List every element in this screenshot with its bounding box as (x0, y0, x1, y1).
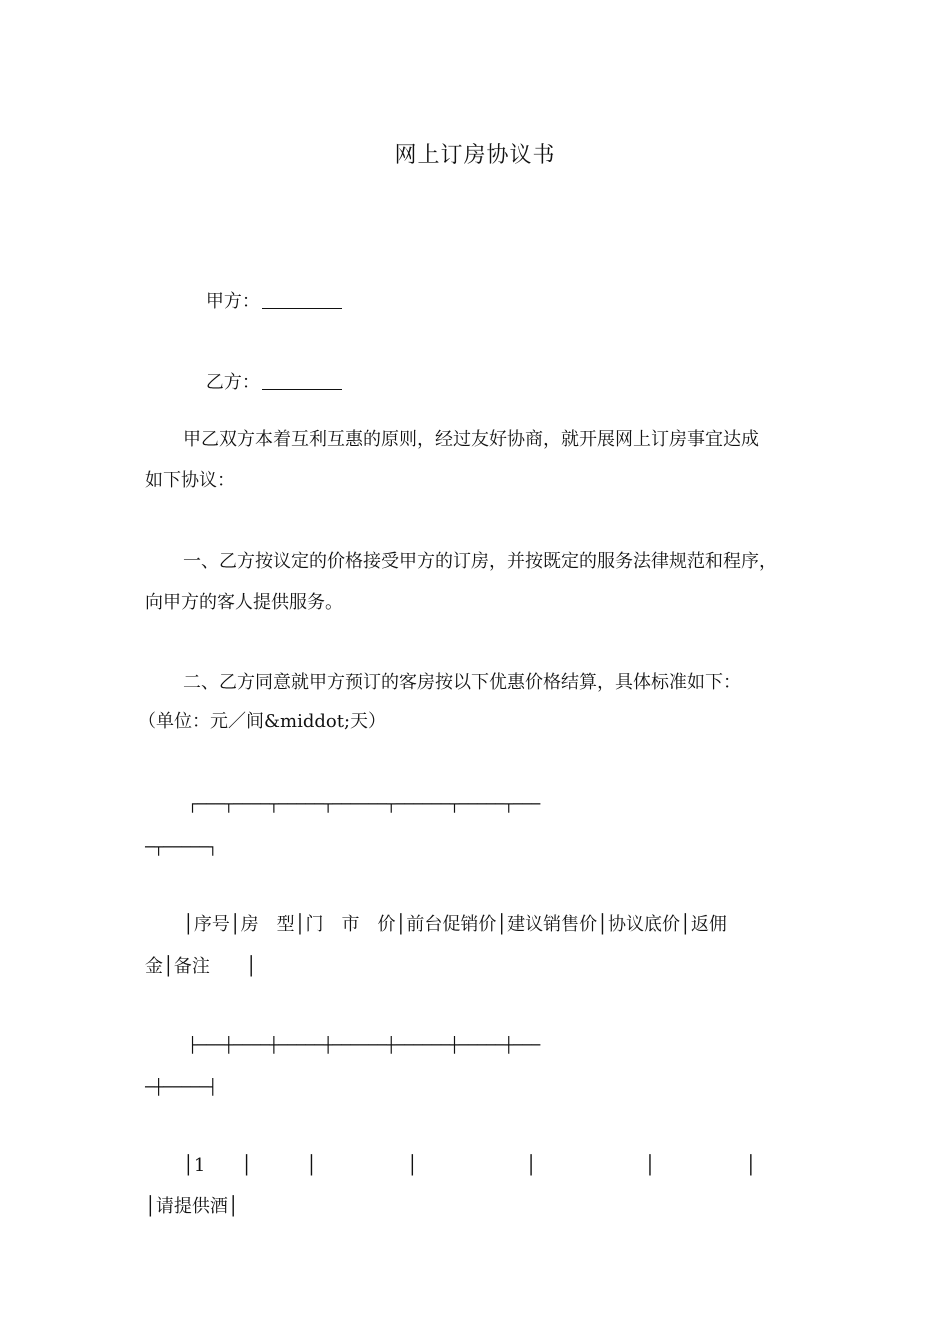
clause2-line1: 二、乙方同意就甲方预订的客房按以下优惠价格结算，具体标准如下： (183, 672, 741, 693)
table-top-border-line1: ┌───┬────┬─────┬──────┬──────┬─────┬─── (188, 795, 541, 813)
party-b-blank (262, 371, 342, 390)
party-b-line (183, 347, 342, 419)
party-b-label: 乙方： (205, 372, 260, 393)
party-a-label: 甲方： (205, 291, 260, 312)
clause1-line1: 一、乙方按议定的价格接受甲方的订房，并按既定的服务法律规范和程序， (183, 551, 777, 572)
table-row1-line2: │请提供酒│ (145, 1196, 239, 1217)
party-a-blank (262, 290, 342, 309)
document-title: 网上订房协议书 (394, 143, 556, 168)
table-mid-border-line1: ├───┼────┼─────┼──────┼──────┼─────┼─── (188, 1036, 541, 1054)
table-row1-line1: │1 │ │ │ │ │ │ (183, 1155, 757, 1176)
intro-paragraph-line2: 如下协议： (145, 470, 235, 491)
table-header-line2: 金│备注 │ (145, 956, 257, 977)
table-top-border-line2: ─┬─────┐ (145, 838, 218, 856)
clause1-line2: 向甲方的客人提供服务。 (145, 592, 343, 613)
party-a-line (183, 266, 342, 338)
intro-paragraph-line1: 甲乙双方本着互利互惠的原则，经过友好协商，就开展网上订房事宜达成 (183, 429, 759, 450)
table-header-line1: │序号│房 型│门 市 价│前台促销价│建议销售价│协议底价│返佣 (183, 914, 727, 935)
clause2-line2: （单位：元／间&middot;天） (138, 711, 387, 732)
table-mid-border-line2: ─┼─────┤ (145, 1078, 218, 1096)
